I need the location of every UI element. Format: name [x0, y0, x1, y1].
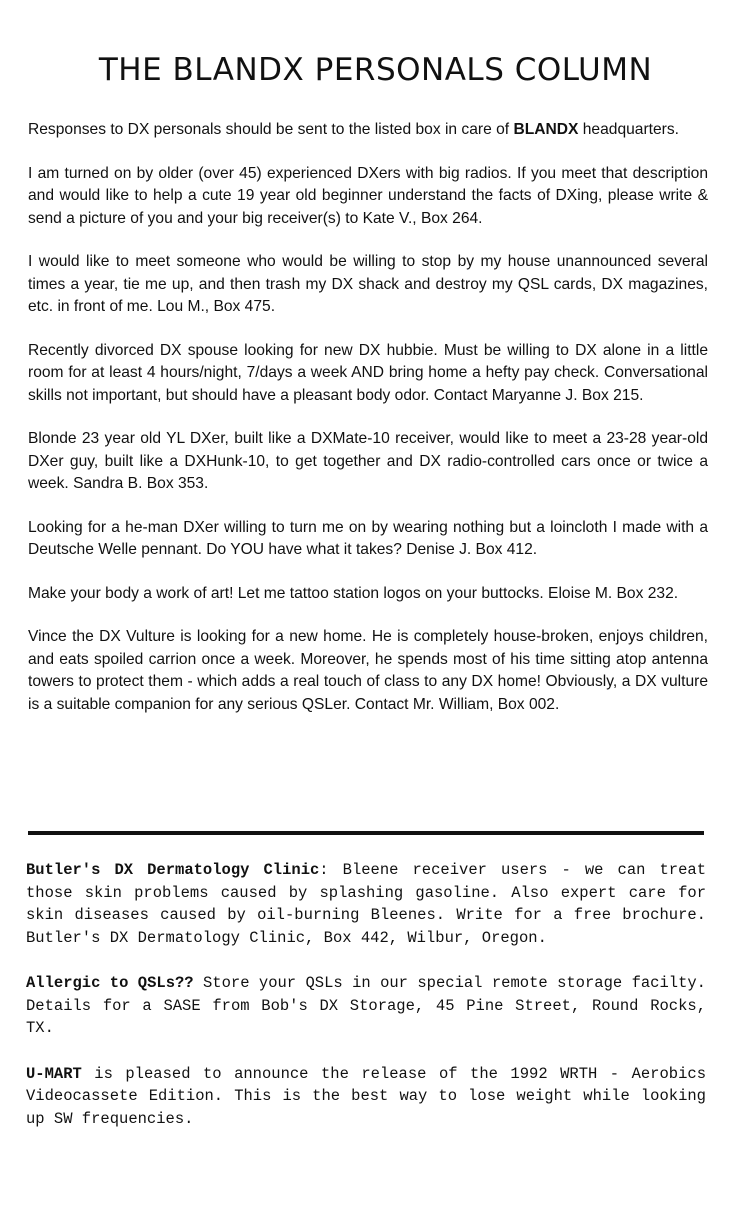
- personal-ad: Vince the DX Vulture is looking for a new home. He is completely house-broken, enjoys children, and eats spoiled carrion once a week. Moreover, he spends most of his time sitting atop antenna towers to protect them - which adds a real touch of class to any DX home! Obviously, a DX vulture is a suitable companion for any serious QSLer. Contact Mr. William, Box 002.: [28, 628, 708, 713]
- personal-ad: Recently divorced DX spouse looking for new DX hubbie. Must be willing to DX alone in a little room for at least 4 hours/night, 7/days a week AND bring home a hefty pay check. Conversational skills not important, but should have a pleasant body odor. Contact Maryanne J. Box 215.: [28, 341, 708, 404]
- column-title: THE BLANDX PERSONALS COLUMN: [98, 52, 653, 88]
- classified-ad-lead: U-MART: [26, 1064, 82, 1083]
- intro-tail: headquarters.: [578, 121, 679, 138]
- intro-emphasis: BLANDX: [513, 121, 579, 138]
- personal-ad: Blonde 23 year old YL DXer, built like a DXMate-10 receiver, would like to meet a 23-28 year-old DXer guy, built like a DXHunk-10, to get together and DX radio-controlled cars once or twice a week. Sandra B. Box 353.: [28, 430, 708, 492]
- personals-section: [28, 119, 708, 737]
- classified-ad-text: is pleased to announce the release of the 1992 WRTH - Aerobics Videocassete Edition. This is the best way to lose weight while looking up SW frequencies.: [26, 1064, 706, 1128]
- classified-ad: [26, 1063, 706, 1131]
- section-divider: [28, 831, 704, 835]
- classified-ad-text: Store your QSLs in our special remote storage facilty. Details for a SASE from Bob's DX Storage, 45 Pine Street, Round Rocks, TX.: [26, 974, 706, 1037]
- classified-ads-section: [26, 859, 706, 1153]
- classified-ad-text: : Bleene receiver users - we can treat those skin problems caused by splashing gasoline. Also expert care for skin diseases caused by oil-burning Bleenes. Write for a free brochure. Butler's DX Dermatology Clinic, Box 442, Wilbur, Oregon.: [26, 861, 706, 947]
- classified-ad-lead: Allergic to QSLs??: [26, 974, 194, 992]
- personal-ad: I am turned on by older (over 45) experienced DXers with big radios. If you meet that description and would like to help a cute 19 year old beginner understand the facts of DXing, please write & send a picture of you and your big receiver(s) to Kate V., Box 264.: [28, 164, 708, 227]
- classified-ad: [26, 972, 706, 1040]
- personal-ad: Make your body a work of art! Let me tattoo station logos on your buttocks. Eloise M. Box 232.: [28, 584, 679, 602]
- classified-ad-lead: Butler's DX Dermatology Clinic: [26, 861, 320, 879]
- intro-text: Responses to DX personals should be sent to the listed box in care of: [28, 121, 514, 138]
- intro-paragraph: [28, 119, 708, 142]
- personal-ad: Looking for a he-man DXer willing to turn me on by wearing nothing but a loincloth I made with a Deutsche Welle pennant. Do YOU have what it takes? Denise J. Box 412.: [28, 518, 708, 558]
- personal-ad: I would like to meet someone who would be willing to stop by my house unannounced several times a year, tie me up, and then trash my DX shack and destroy my QSL cards, DX magazines, etc. in front of me. Lou M., Box 475.: [28, 253, 708, 315]
- classified-ad: [26, 859, 706, 949]
